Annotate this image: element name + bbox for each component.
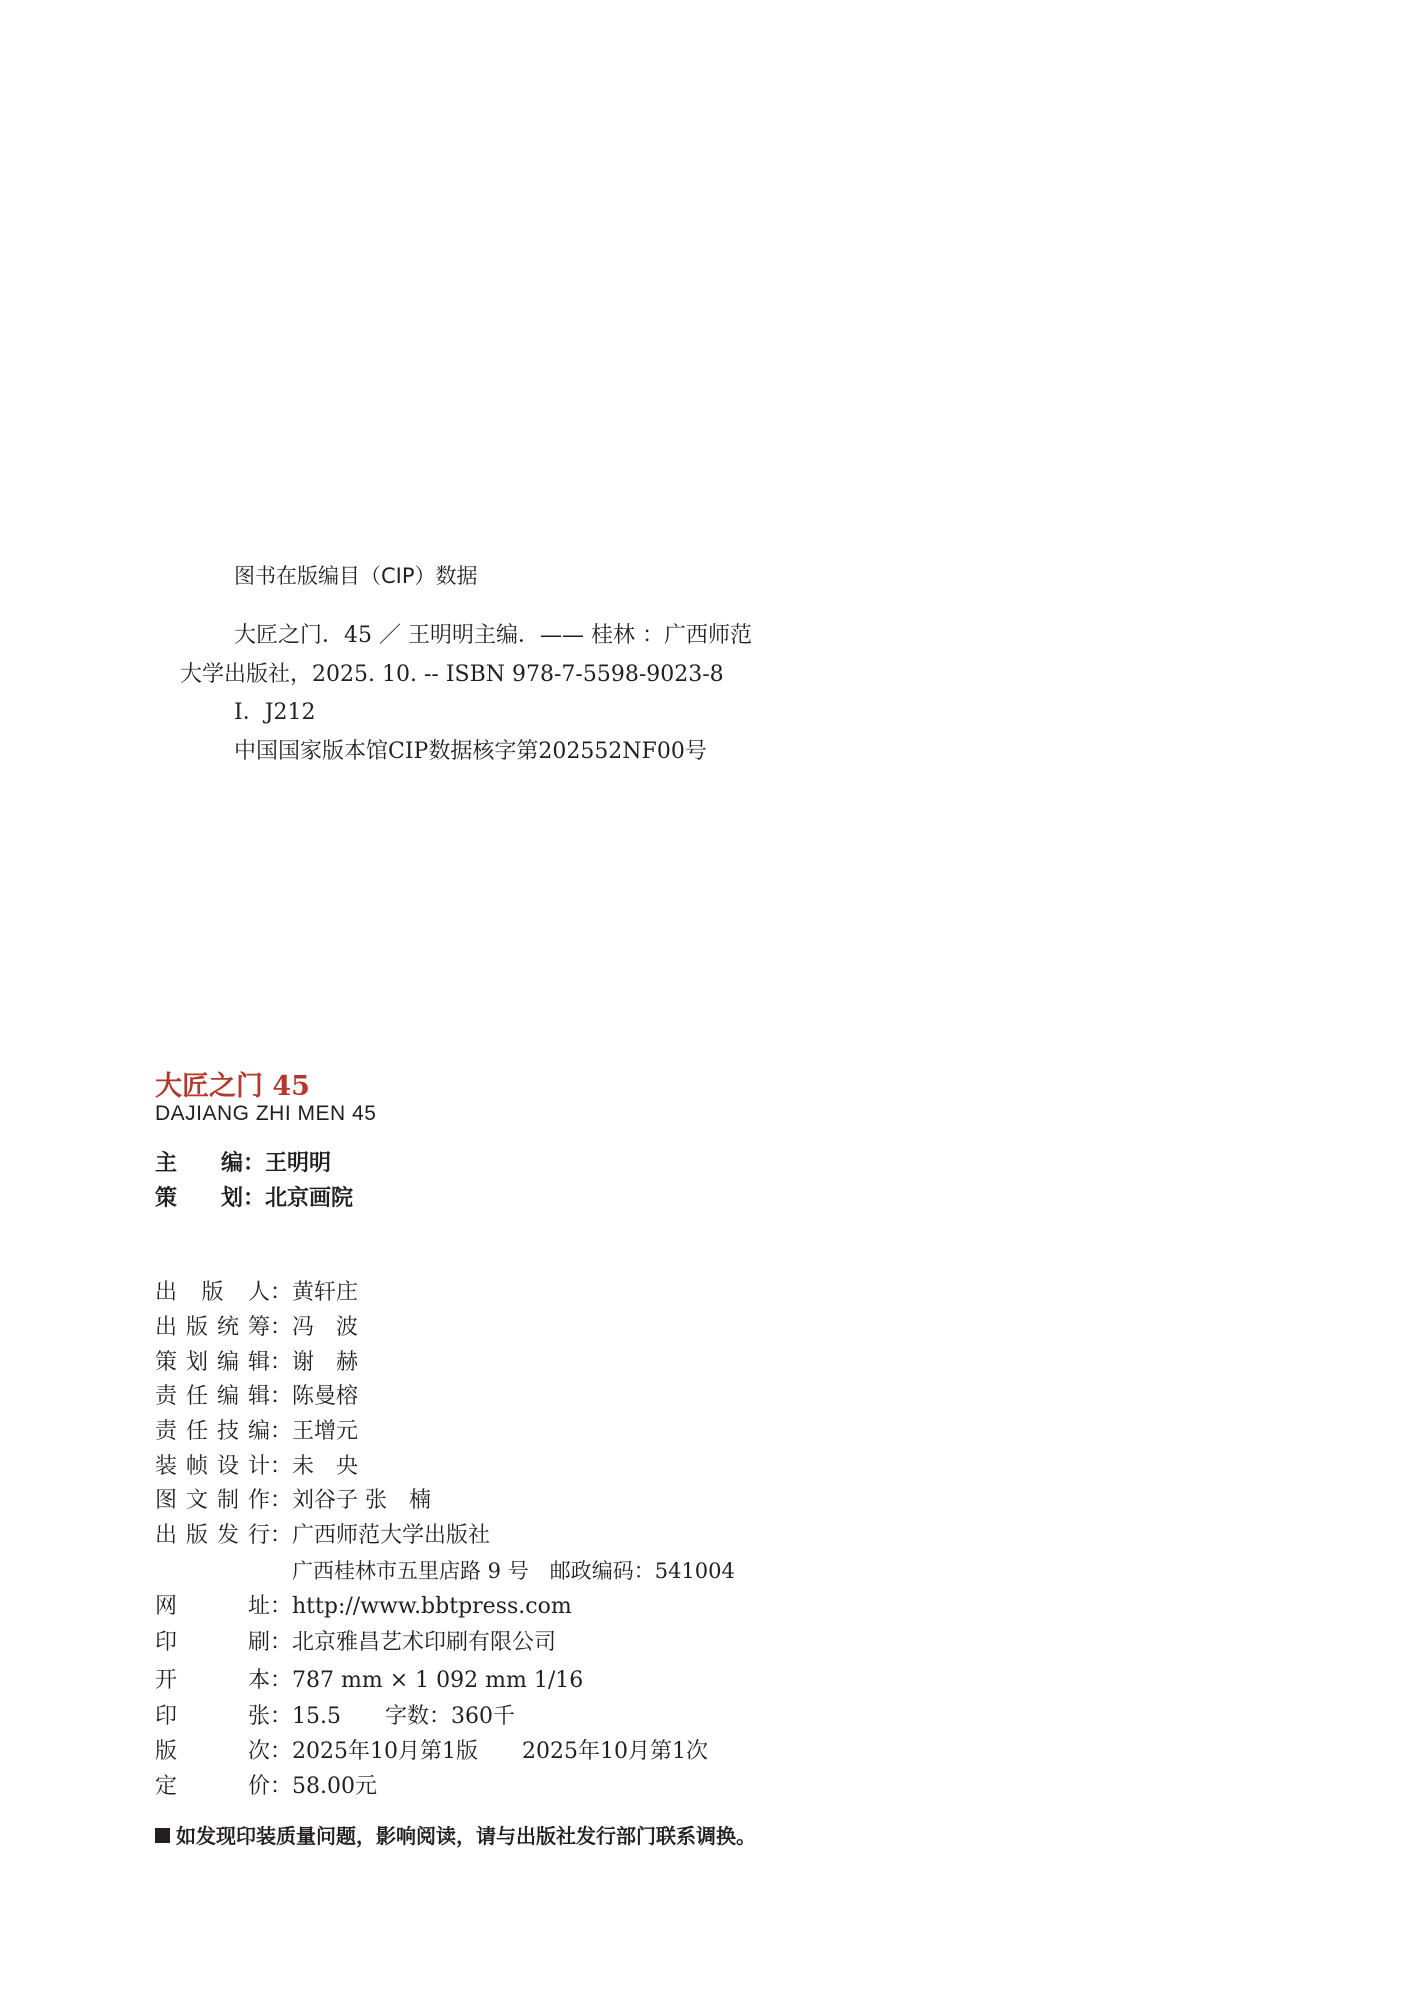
planning-label: 策 划 xyxy=(155,1185,244,1211)
detail-value: 北京雅昌艺术印刷有限公司 xyxy=(292,1630,557,1655)
cip-line-2: 大学出版社，2025. 10. -- ISBN 978-7-5598-9023-8 xyxy=(180,662,724,687)
credit-value: 未 央 xyxy=(292,1454,359,1479)
planning-value: 北京画院 xyxy=(265,1185,354,1211)
website-link[interactable]: http://www.bbtpress.com xyxy=(292,1594,572,1619)
book-title-en: DAJIANG ZHI MEN 45 xyxy=(155,1102,377,1125)
credit-value: 谢 赫 xyxy=(292,1350,359,1375)
credit-row: 出版统筹：冯 波 xyxy=(155,1315,359,1340)
detail-row: 版次：2025年10月第1版 2025年10月第1次 xyxy=(155,1739,708,1764)
credit-label: 出版统筹 xyxy=(155,1315,270,1340)
detail-row-website: 网址：http://www.bbtpress.com xyxy=(155,1594,572,1619)
chief-editor-row: 主 编：王明明 xyxy=(155,1150,332,1176)
detail-label: 定价 xyxy=(155,1774,270,1799)
cip-line-4: 中国国家版本馆CIP数据核字第202552NF00号 xyxy=(234,739,707,764)
credit-value: 广西师范大学出版社 xyxy=(292,1523,491,1548)
detail-value: 15.5 字数：360千 xyxy=(292,1704,515,1729)
detail-label: 开本 xyxy=(155,1668,270,1693)
credit-value: 黄轩庄 xyxy=(292,1280,359,1305)
credit-label: 装帧设计 xyxy=(155,1454,270,1479)
credit-row: 出版发行：广西师范大学出版社 xyxy=(155,1523,491,1548)
detail-value: 2025年10月第1版 2025年10月第1次 xyxy=(292,1739,708,1764)
quality-notice xyxy=(155,1826,756,1846)
credit-row: 图文制作：刘谷子 张 楠 xyxy=(155,1488,432,1513)
square-bullet-icon xyxy=(155,1828,170,1843)
detail-value: 58.00元 xyxy=(292,1774,377,1799)
detail-label: 版次 xyxy=(155,1739,270,1764)
chief-editor-label: 主 编 xyxy=(155,1150,244,1176)
book-title-cn: 大匠之门 45 xyxy=(155,1071,310,1102)
credit-value: 刘谷子 张 楠 xyxy=(292,1488,432,1513)
publisher-address: 广西桂林市五里店路 9 号 邮政编码：541004 xyxy=(292,1559,735,1583)
quality-notice-text: 如发现印装质量问题，影响阅读，请与出版社发行部门联系调换。 xyxy=(176,1824,756,1848)
credit-value: 冯 波 xyxy=(292,1315,359,1340)
planning-row: 策 划：北京画院 xyxy=(155,1185,354,1211)
detail-value: 787 mm × 1 092 mm 1/16 xyxy=(292,1668,584,1693)
credit-row: 责任技编：王增元 xyxy=(155,1419,359,1444)
credit-row: 责任编辑：陈曼榕 xyxy=(155,1384,359,1409)
cip-line-1: 大匠之门．45 ／ 王明明主编．—— 桂林 ：广西师范 xyxy=(234,623,752,648)
detail-label: 网址 xyxy=(155,1594,270,1619)
detail-row: 开本：787 mm × 1 092 mm 1/16 xyxy=(155,1668,584,1693)
chief-editor-value: 王明明 xyxy=(265,1150,332,1176)
credit-row: 装帧设计：未 央 xyxy=(155,1454,359,1479)
credit-label: 出版发行 xyxy=(155,1523,270,1548)
credit-label: 责任技编 xyxy=(155,1419,270,1444)
credit-row: 出版人：黄轩庄 xyxy=(155,1280,359,1305)
cip-line-3: Ⅰ．J212 xyxy=(234,700,316,725)
credit-label: 责任编辑 xyxy=(155,1384,270,1409)
detail-row: 印张：15.5 字数：360千 xyxy=(155,1704,515,1729)
credit-label: 策划编辑 xyxy=(155,1350,270,1375)
credit-label: 图文制作 xyxy=(155,1488,270,1513)
credit-value: 陈曼榕 xyxy=(292,1384,359,1409)
detail-label: 印刷 xyxy=(155,1630,270,1655)
credit-row: 策划编辑：谢 赫 xyxy=(155,1350,359,1375)
detail-label: 印张 xyxy=(155,1704,270,1729)
credit-value: 王增元 xyxy=(292,1419,359,1444)
detail-row: 印刷：北京雅昌艺术印刷有限公司 xyxy=(155,1630,557,1655)
detail-row: 定价：58.00元 xyxy=(155,1774,377,1799)
credit-label: 出版人 xyxy=(155,1280,270,1305)
cip-heading: 图书在版编目（CIP）数据 xyxy=(234,564,478,588)
